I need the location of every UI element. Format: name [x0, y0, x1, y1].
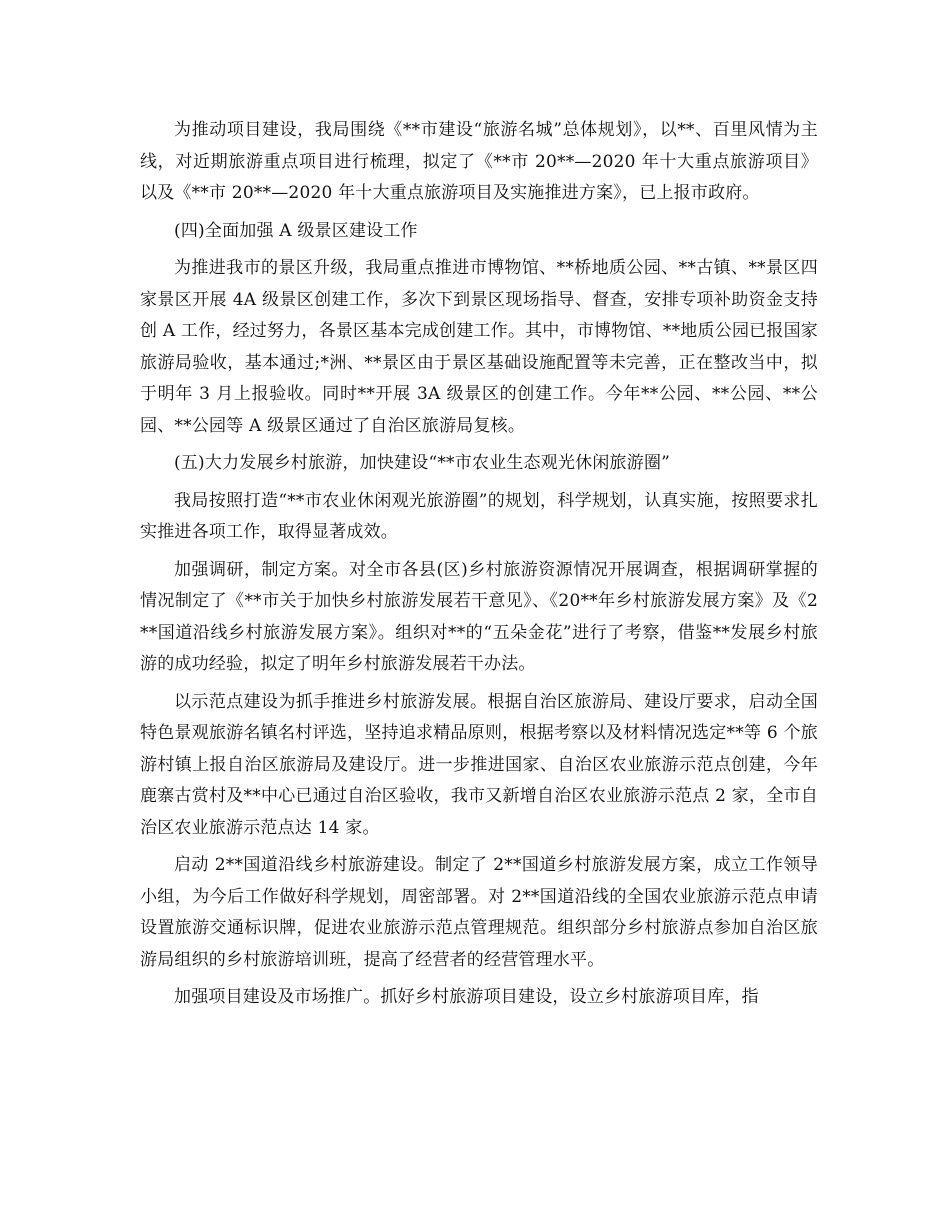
paragraph-research-plan: 加强调研，制定方案。对全市各县(区)乡村旅游资源情况开展调查，根据调研掌握的情况制定了《**市关于加快乡村旅游发展若干意见》、《20**年乡村旅游发展方案》及《2**国道沿线乡村旅游发展方案》。组织对**的“五朵金花”进行了考察，借鉴**发展乡村旅游的成功经验，拟定了明年乡村旅游发展若干办法。	[140, 559, 818, 674]
document-page	[140, 115, 818, 1020]
paragraph-rural-tourism-circle: 我局按照打造“**市农业休闲观光旅游圈”的规划，科学规划，认真实施，按照要求扎实推进各项工作，取得显著成效。	[140, 490, 818, 542]
paragraph-project-planning: 为推动项目建设，我局围绕《**市建设“旅游名城”总体规划》，以**、百里风情为主线，对近期旅游重点项目进行梳理，拟定了《**市 20**—2020 年十大重点旅游项目》以及《**市 20**—2020 年十大重点旅游项目及实施推进方案》，已上报市政府。	[140, 120, 818, 203]
paragraph-scenic-area-upgrade: 为推进我市的景区升级，我局重点推进市博物馆、**桥地质公园、**古镇、**景区四家景区开展 4A 级景区创建工作，多次下到景区现场指导、督查，安排专项补助资金支持创 A 工作，经过努力，各景区基本完成创建工作。其中，市博物馆、**地质公园已报国家旅游局验收，基本通过;*洲、**景区由于景区基础设施配置等未完善，正在整改当中，拟于明年 3 月上报验收。同时**开展 3A 级景区的创建工作。今年**公园、**公园、**公园、**公园等 A 级景区通过了自治区旅游局复核。	[140, 258, 818, 436]
paragraph-national-road: 启动 2**国道沿线乡村旅游建设。制定了 2**国道乡村旅游发展方案，成立工作领导小组，为今后工作做好科学规划，周密部署。对 2**国道沿线的全国农业旅游示范点申请设置旅游交通标识牌，促进农业旅游示范点管理规范。组织部分乡村旅游点参加自治区旅游局组织的乡村旅游培训班，提高了经营者的经营管理水平。	[140, 855, 818, 970]
paragraph-demonstration-sites: 以示范点建设为抓手推进乡村旅游发展。根据自治区旅游局、建设厅要求，启动全国特色景观旅游名镇名村评选，坚持追求精品原则，根据考察以及材料情况选定**等 6 个旅游村镇上报自治区旅游局及建设厅。进一步推进国家、自治区农业旅游示范点创建，今年鹿寨古赏村及**中心已通过自治区验收，我市又新增自治区农业旅游示范点 2 家，全市自治区农业旅游示范点达 14 家。	[140, 691, 818, 838]
section-heading-4: (四)全面加强 A 级景区建设工作	[174, 220, 418, 241]
section-heading-5: (五)大力发展乡村旅游，加快建设“**市农业生态观光休闲旅游圈”	[174, 453, 671, 473]
paragraph-market-promotion: 加强项目建设及市场推广。抓好乡村旅游项目建设，设立乡村旅游项目库，指	[174, 987, 759, 1007]
